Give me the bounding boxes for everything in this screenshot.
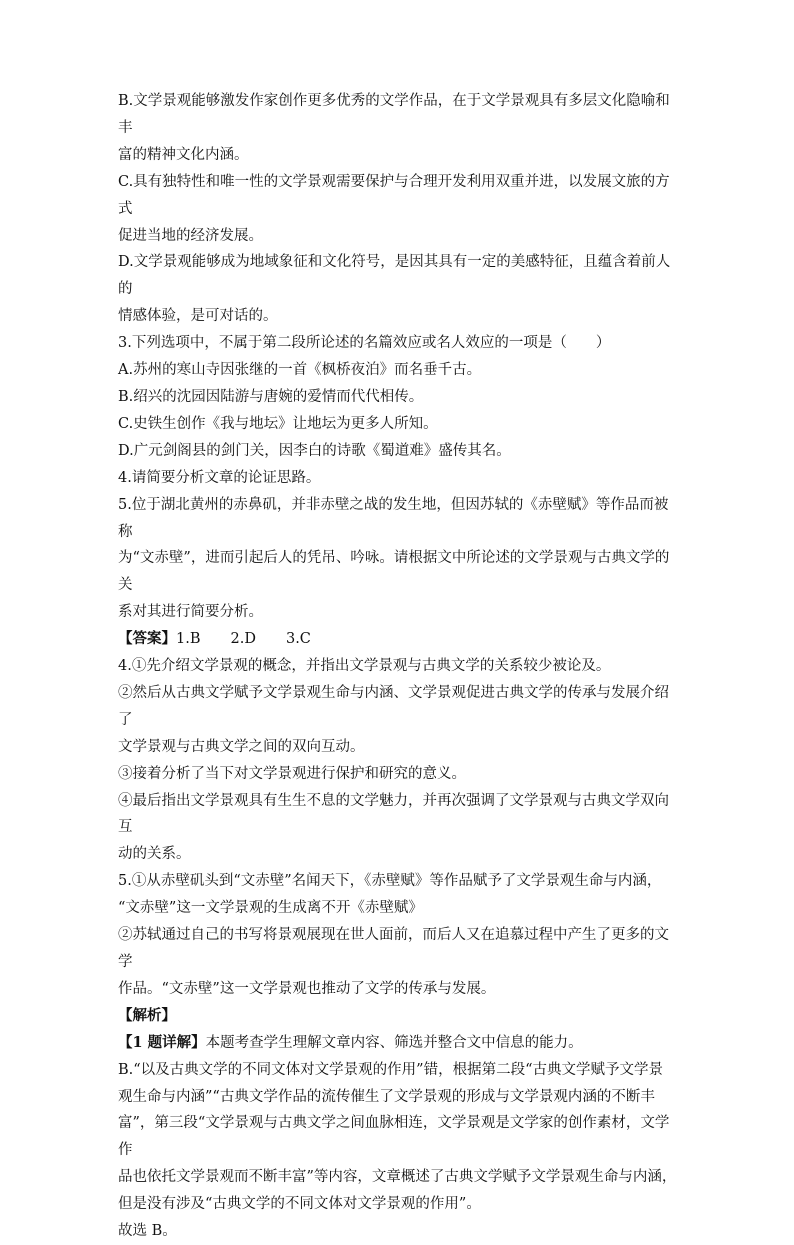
answer-line: [118, 626, 678, 653]
analysis-line-5: 但是没有涉及“古典文学的不同文体对文学景观的作用”。: [118, 1196, 481, 1213]
q3-option-d: D.广元剑阁县的剑门关，因李白的诗歌《蜀道难》盛传其名。: [118, 442, 511, 459]
analysis-line-3: 富”，第三段“文学景观与古典文学之间血脉相连，文学景观是文学家的创作素材，文学作: [118, 1115, 670, 1159]
question-4: 4.请简要分析文章的论证思路。: [118, 469, 321, 486]
detail-text: 本题考查学生理解文章内容、筛选并整合文中信息的能力。: [205, 1034, 583, 1051]
analysis-line-4: 品也依托文学景观而不断丰富”等内容，文章概述了古典文学赋予文学景观生命与内涵，: [118, 1169, 677, 1186]
q3-option-b: B.绍兴的沈园因陆游与唐婉的爱情而代代相传。: [118, 388, 424, 405]
detail-line: [118, 1030, 678, 1057]
analysis-line-2: 观生命与内涵”“古典文学作品的流传催生了文学景观的形成与文学景观内涵的不断丰: [118, 1088, 655, 1105]
q3-option-a: A.苏州的寒山寺因张继的一首《枫桥夜泊》而名垂千古。: [118, 362, 482, 379]
analysis-line-1: B.“以及古典文学的不同文体对文学景观的作用”错，根据第二段“古典文学赋予文学景: [118, 1061, 663, 1078]
answer-3: 3.C: [285, 631, 311, 648]
option-b-line-2: 富的精神文化内涵。: [118, 146, 249, 163]
answer-4-line-4: ③接着分析了当下对文学景观进行保护和研究的意义。: [118, 765, 466, 782]
answer-5-line-1: 5.①从赤壁矶头到“文赤壁”名闻天下，《赤壁赋》等作品赋予了文学景观生命与内涵，: [118, 873, 662, 890]
detail-label: 【1 题详解】: [118, 1033, 206, 1051]
question-5-line-1: 5.位于湖北黄州的赤鼻矶，并非赤壁之战的发生地，但因苏轼的《赤壁赋》等作品而被称: [118, 496, 669, 540]
analysis-label: 【解析】: [118, 1006, 176, 1024]
conclusion-line: 故选 B。: [118, 1223, 177, 1240]
answer-4-line-5: ④最后指出文学景观具有生生不息的文学魅力，并再次强调了文学景观与古典文学双向互: [118, 792, 669, 836]
option-d-line-2: 情感体验，是可对话的。: [118, 308, 278, 325]
answer-5-line-4: 作品。“文赤壁”这一文学景观也推动了文学的传承与发展。: [118, 980, 496, 997]
answer-label: 【答案】: [118, 630, 176, 648]
answer-5-line-3: ②苏轼通过自己的书写将景观展现在世人面前，而后人又在追慕过程中产生了更多的文学: [118, 927, 669, 970]
answer-4-line-6: 动的关系。: [118, 846, 191, 863]
answer-4-line-1: 4.①先介绍文学景观的概念，并指出文学景观与古典文学的关系较少被论及。: [118, 658, 611, 675]
q3-option-c: C.史铁生创作《我与地坛》让地坛为更多人所知。: [118, 415, 438, 432]
option-b-line-1: B.文学景观能够激发作家创作更多优秀的文学作品，在于文学景观具有多层文化隐喻和丰: [118, 93, 670, 136]
question-5-line-2: 为“文赤壁”，进而引起后人的凭吊、吟咏。请根据文中所论述的文学景观与古典文学的关: [118, 550, 670, 594]
question-3: 3.下列选项中，不属于第二段所论述的名篇效应或名人效应的一项是（ ）: [118, 335, 611, 352]
option-c-line-1: C.具有独特性和唯一性的文学景观需要保护与合理开发利用双重并进，以发展文旅的方式: [118, 173, 670, 217]
answer-5-line-2: “文赤壁”这一文学景观的生成离不开《赤壁赋》: [118, 900, 423, 917]
question-5-line-3: 系对其进行简要分析。: [118, 604, 263, 621]
option-c-line-2: 促进当地的经济发展。: [118, 227, 263, 244]
answer-4-line-2: ②然后从古典文学赋予文学景观生命与内涵、文学景观促进古典文学的传承与发展介绍了: [118, 684, 669, 728]
answer-4-line-3: 文学景观与古典文学之间的双向互动。: [118, 738, 365, 755]
option-d-line-1: D.文学景观能够成为地域象征和文化符号，是因其具有一定的美感特征，且蕴含着前人的: [118, 254, 671, 298]
answer-1: 1.B: [176, 631, 201, 648]
answer-2: 2.D: [230, 631, 256, 648]
document-body: [118, 88, 678, 1245]
